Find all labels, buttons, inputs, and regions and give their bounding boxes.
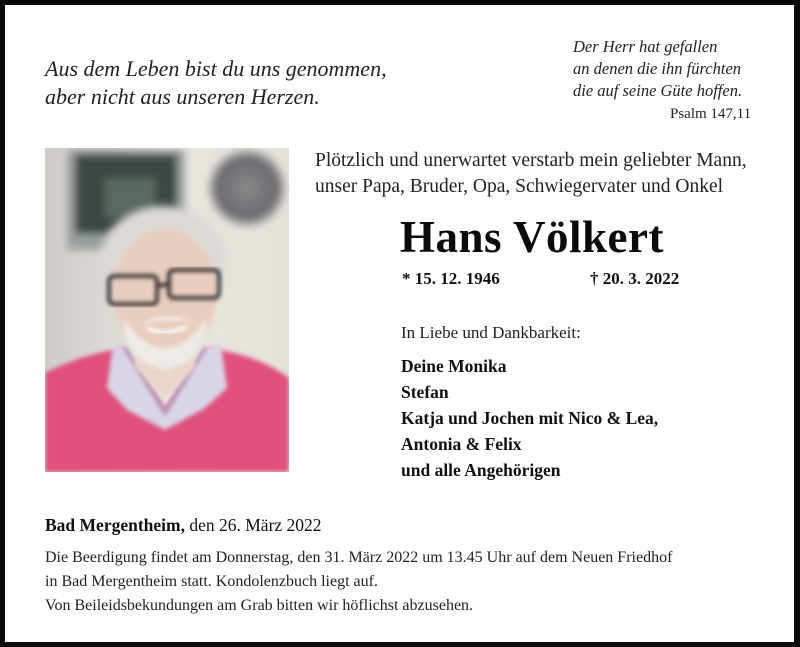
mourner-line: Katja und Jochen mit Nico & Lea,	[401, 408, 659, 428]
funeral-line: Die Beerdigung findet am Donnerstag, den 31. März 2022 um 13.45 Uhr auf dem Neuen Friedhof	[45, 549, 673, 566]
announcement-intro	[315, 148, 747, 200]
deceased-name: Hans Völkert	[400, 212, 664, 262]
mourner-line: Stefan	[401, 382, 449, 402]
mourner-line: Deine Monika	[401, 356, 507, 376]
intro-line: Plötzlich und unerwartet verstarb mein geliebter Mann,	[315, 150, 747, 171]
mourner-line: Antonia & Felix	[401, 434, 522, 454]
mourners-heading: In Liebe und Dankbarkeit:	[401, 323, 581, 342]
portrait-image	[45, 148, 289, 472]
funeral-line: in Bad Mergentheim statt. Kondolenzbuch liegt auf.	[45, 573, 378, 590]
motto-line: Aus dem Leben bist du uns genommen,	[45, 56, 387, 81]
mourner-line: und alle Angehörigen	[401, 460, 561, 480]
birth-date: * 15. 12. 1946	[402, 269, 500, 288]
psalm-line: an denen die ihn fürchten	[573, 59, 742, 78]
death-date: † 20. 3. 2022	[590, 269, 680, 288]
funeral-line: Von Beileidsbekundungen am Grab bitten wir höflichst abzusehen.	[45, 597, 474, 614]
place: Bad Mergentheim,	[45, 515, 185, 535]
psalm-line: die auf seine Güte hoffen.	[573, 81, 743, 100]
psalm-reference: Psalm 147,11	[670, 106, 752, 122]
mourners-list	[401, 353, 658, 483]
date: den 26. März 2022	[184, 515, 322, 535]
psalm-line: Der Herr hat gefallen	[573, 37, 718, 56]
motto-quote	[45, 55, 387, 111]
intro-line: unser Papa, Bruder, Opa, Schwiegervater und Onkel	[315, 176, 724, 197]
psalm-quote	[573, 36, 742, 102]
funeral-details	[45, 546, 672, 618]
motto-line: aber nicht aus unseren Herzen.	[45, 84, 320, 109]
portrait-photo	[45, 148, 289, 472]
place-and-date	[45, 515, 322, 536]
